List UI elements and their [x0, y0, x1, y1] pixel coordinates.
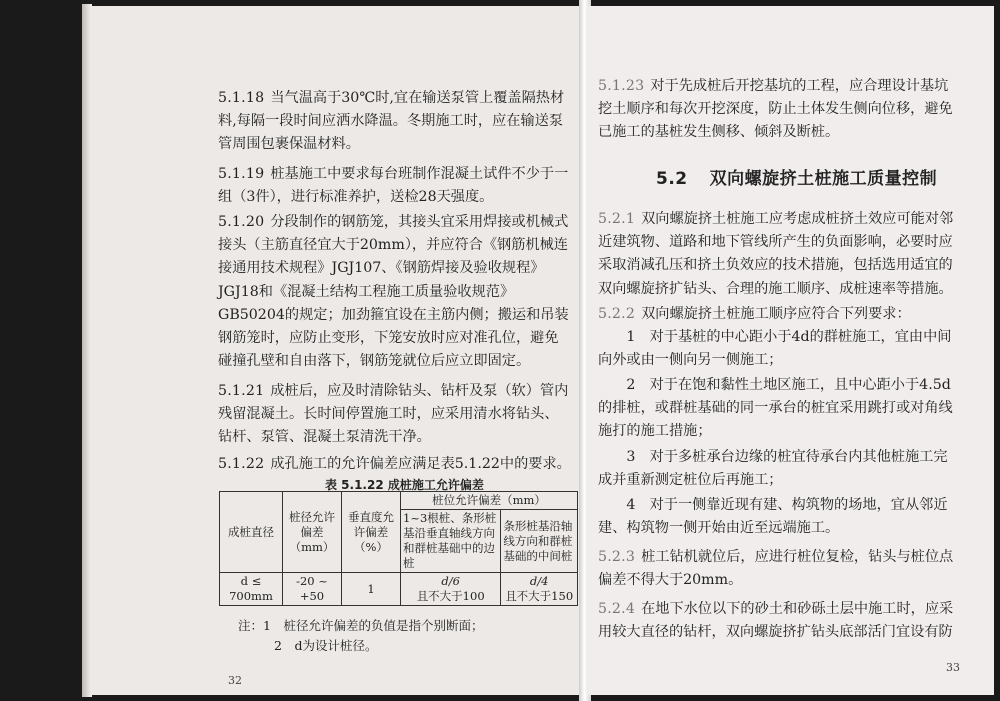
header-diameter-tolerance: 桩径允许偏差（mm） — [283, 492, 342, 573]
clause-text: 双向螺旋挤土桩施工应考虑成桩挤土效应可能对邻近建筑物、道路和地下管线所产生的负面影响，必要时应采取消减孔压和挤土负效应的技术措施，包括选用适宜的双向螺旋挤扩钻头、合理的施工顺序、成桩速率等措施。 — [598, 211, 954, 297]
list-item-4: 4 对于一侧靠近现有建、构筑物的场地，宜从邻近建、构筑物一侧开始由近至远端施工。 — [598, 497, 948, 537]
cell-diameter: d ≤ 700mm — [220, 573, 283, 606]
paragraph-5-1-22 — [218, 453, 572, 476]
tolerance-table — [219, 491, 578, 606]
paragraph-5-1-23 — [598, 75, 956, 145]
clause-number: 5.2.4 — [598, 601, 636, 617]
clause-text: 当气温高于30℃时,宜在输送泵管上覆盖隔热材料,每隔一段时间应洒水降温。冬期施工时，应在输送泵管周围包裹保温材料。 — [218, 90, 565, 153]
cell-edge-piles — [401, 573, 501, 606]
clause-number: 5.1.22 — [218, 456, 265, 472]
paragraph-5-2-1 — [598, 208, 956, 301]
header-pile-diameter: 成桩直径 — [220, 492, 283, 573]
table-caption: 表 5.1.22 成桩施工允许偏差 — [325, 478, 484, 492]
header-position-tolerance: 桩位允许偏差（mm） — [401, 492, 578, 510]
right-page — [588, 6, 994, 695]
clause-text: 对于先成桩后开挖基坑的工程，应合理设计基坑挖土顺序和每次开挖深度，防止土体发生侧向位移，避免已施工的基桩发生侧移、倾斜及断桩。 — [598, 78, 953, 141]
paragraph-5-1-19 — [218, 163, 572, 209]
page-number: 33 — [946, 661, 960, 674]
clause-text: 桩基施工中要求每台班制作混凝土试件不少于一组（3件），进行标准养护，送检28天强度。 — [218, 166, 569, 206]
paragraph-5-2-4 — [598, 598, 956, 644]
clause-number: 5.2.3 — [598, 549, 636, 565]
paragraph-5-2-2 — [598, 303, 956, 326]
clause-text: 成孔施工的允许偏差应满足表5.1.22中的要求。 — [270, 456, 571, 472]
note-2: 2 d为设计桩径。 — [274, 638, 378, 653]
clause-text: 分段制作的钢筋笼，其接头宜采用焊接或机械式接头（主筋直径宜大于20mm），并应符合《钢筋机械连接通用技术规程》JGJ107、《钢筋焊接及验收规程》JGJ18和《混凝土结构工程施工质量验收规范》GB50204的规定；加劲箍宜设在主筋内侧；搬运和吊装钢筋笼时，应防止变形，下笼安放时应对准孔位，避免碰撞孔壁和自由落下，钢筋笼就位后应立即固定。 — [218, 214, 569, 370]
cell-middle-piles-limit: 且不大于150 — [505, 589, 574, 603]
paragraph-5-1-21 — [218, 380, 572, 450]
paragraph-5-1-18 — [218, 87, 572, 157]
clause-number: 5.1.21 — [218, 383, 265, 399]
list-item-1: 1 对于基桩的中心距小于4d的群桩施工，宜由中间向外或由一侧向另一侧施工； — [598, 329, 952, 369]
section-heading — [656, 164, 959, 189]
clause-number: 5.1.18 — [218, 90, 265, 106]
header-middle-piles: 条形桩基沿轴线方向和群桩基础的中间桩 — [501, 510, 578, 573]
clause-number: 5.1.23 — [598, 78, 645, 94]
notes-prefix: 注： — [238, 618, 264, 633]
cell-edge-piles-ratio: d/6 — [441, 574, 460, 588]
clause-text: 双向螺旋挤土桩施工顺序应符合下列要求： — [641, 306, 911, 322]
cell-middle-piles — [501, 573, 578, 606]
list-item-2: 2 对于在饱和黏性土地区施工，且中心距小于4.5d的排桩，或群桩基础的同一承台的桩宜采用跳打或对角线施打的施工措施； — [598, 377, 953, 440]
section-number: 5.2 — [656, 169, 688, 189]
paragraph-5-1-20 — [218, 211, 572, 373]
paragraph-5-2-3 — [598, 546, 956, 592]
list-item-3: 3 对于多桩承台边缘的桩宜待承台内其他桩施工完成并重新测定桩位后再施工； — [598, 449, 948, 489]
note-1: 1 桩径允许偏差的负值是指个别断面； — [263, 618, 484, 633]
clause-number: 5.2.2 — [598, 306, 636, 322]
header-edge-piles: 1~3根桩、条形桩基沿垂直轴线方向和群桩基础中的边桩 — [401, 510, 501, 573]
page-number: 32 — [228, 674, 242, 687]
clause-text: 桩工钻机就位后，应进行桩位复检，钻头与桩位点偏差不得大于20mm。 — [598, 549, 954, 589]
table-notes — [238, 616, 483, 656]
section-title-text: 双向螺旋挤土桩施工质量控制 — [709, 169, 938, 189]
clause-number: 5.2.1 — [598, 211, 636, 227]
cell-verticality: 1 — [342, 573, 401, 606]
cell-middle-piles-ratio: d/4 — [529, 574, 549, 588]
header-verticality-tolerance: 垂直度允许偏差（%） — [342, 492, 401, 573]
cell-diameter-tolerance: -20 ~ +50 — [283, 573, 342, 606]
table-row — [220, 573, 578, 606]
clause-text: 成桩后，应及时清除钻头、钻杆及泵（软）管内残留混凝土。长时间停置施工时，应采用清水将钻头、钻杆、泵管、混凝土泵清洗干净。 — [218, 383, 569, 446]
clause-number: 5.1.20 — [218, 214, 265, 230]
clause-number: 5.1.19 — [218, 166, 265, 182]
cell-edge-piles-limit: 且不大于100 — [416, 589, 485, 603]
clause-text: 在地下水位以下的砂土和砂砾土层中施工时，应采用较大直径的钻杆，双向螺旋挤扩钻头底部活门宜设有防 — [598, 601, 954, 641]
left-page — [90, 6, 582, 695]
